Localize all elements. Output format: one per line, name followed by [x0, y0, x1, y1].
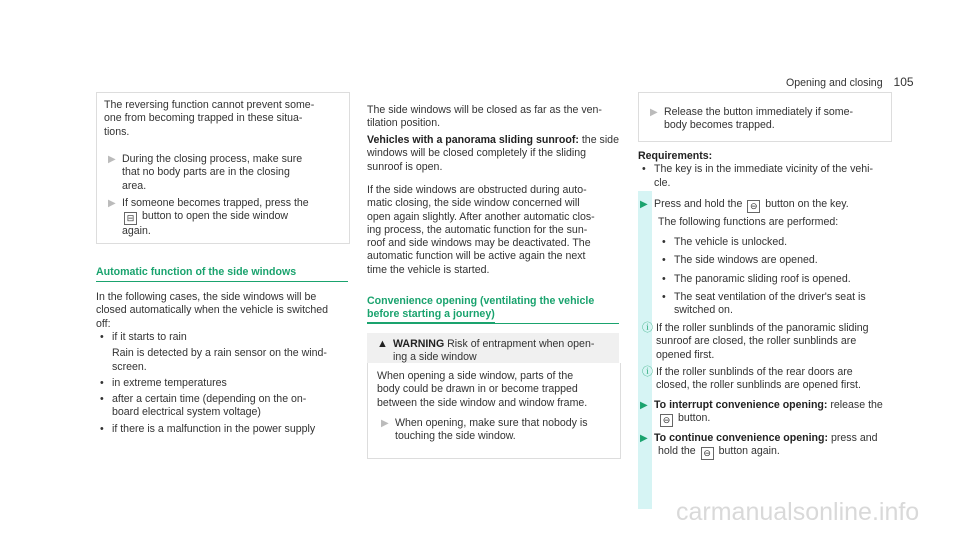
page-header	[786, 75, 914, 89]
info-note-2: ⓘ If the roller sunblinds of the rear doors are closed, the roller sunblinds are opened first.	[642, 366, 861, 392]
sunroof-paragraph: Vehicles with a panorama sliding sunroof: the side windows will be closed completely if the sliding sunroof is open.	[367, 134, 619, 173]
info-icon: ⓘ	[642, 322, 653, 334]
step-arrow-icon: ▶	[640, 199, 648, 210]
info-icon: ⓘ	[642, 366, 653, 378]
page-number: 105	[893, 75, 914, 89]
section-rule	[96, 281, 348, 282]
step-press-hold: ▶ Press and hold the ⊖ button on the key. The following functions are performed:	[640, 198, 849, 228]
header-title: Opening and closing	[786, 77, 883, 89]
step-continue: ▶ To continue convenience opening: press and hold the ⊖ button again.	[640, 432, 878, 459]
window-switch-icon: ⊟	[124, 212, 137, 225]
key-unlock-icon: ⊖	[747, 200, 760, 213]
step-arrow-icon: ▶	[108, 154, 116, 165]
function-list: • The vehicle is unlocked. • The side windows are opened. • The panoramic sliding roof is opened. • The seat ventilation of the driver's seat is switched on.	[662, 236, 866, 317]
obstruction-paragraph: If the side windows are obstructed during auto- matic closing, the side window concerned will open again slightly. After another automatic clos- ing process, the automatic function for the sun- roof and side windows may be deactivated. The automatic function will be active again the next time the vehicle is started.	[367, 184, 595, 276]
warning-body: When opening a side window, parts of the body could be drawn in or become trapped between the side window and window frame.	[377, 370, 588, 409]
warning-header: ▲ WARNING Risk of entrapment when open- ing a side window	[377, 338, 595, 364]
key-unlock-icon: ⊖	[701, 447, 714, 460]
box-step-1: ▶ During the closing process, make sure that no body parts are in the closing area.	[108, 153, 303, 192]
step-arrow-icon: ▶	[640, 433, 648, 444]
section-rule	[367, 323, 619, 324]
key-unlock-icon: ⊖	[660, 414, 673, 427]
box-intro: The reversing function cannot prevent some- one from becoming trapped in these situa- tions.	[104, 99, 315, 138]
automatic-bullets: • if it starts to rain Rain is detected by a rain sensor on the wind- screen. • in extreme temperatures • after a certain time (depending on the on- board electrical system voltage) • if there is a malfunction in the power supply	[100, 331, 327, 435]
requirements: Requirements: • The key is in the immediate vicinity of the vehi- cle.	[638, 150, 874, 189]
warning-triangle-icon: ▲	[377, 338, 388, 350]
release-step: ▶ Release the button immediately if some- body becomes trapped.	[650, 106, 854, 132]
step-arrow-icon: ▶	[650, 107, 658, 118]
step-arrow-icon: ▶	[108, 198, 116, 209]
step-interrupt: ▶ To interrupt convenience opening: release the ⊖ button.	[640, 399, 883, 426]
step-arrow-icon: ▶	[640, 400, 648, 411]
step-arrow-icon: ▶	[381, 418, 389, 429]
section-title-automatic: Automatic function of the side windows	[96, 266, 297, 278]
box-step-2: ▶ If someone becomes trapped, press the ⊟ button to open the side window again.	[108, 197, 309, 238]
ventilation-paragraph: The side windows will be closed as far as the ven- tilation position.	[367, 104, 602, 130]
section-title-convenience: Convenience opening (ventilating the vehicle before starting a journey)	[367, 295, 594, 323]
watermark: carmanualsonline.info	[676, 498, 920, 526]
warning-step: ▶ When opening, make sure that nobody is touching the side window.	[381, 417, 588, 443]
info-note-1: ⓘ If the roller sunblinds of the panoramic sliding sunroof are closed, the roller sunblinds are opened first.	[642, 322, 869, 361]
automatic-paragraph: In the following cases, the side windows will be closed automatically when the vehicle is switched off:	[96, 291, 329, 330]
